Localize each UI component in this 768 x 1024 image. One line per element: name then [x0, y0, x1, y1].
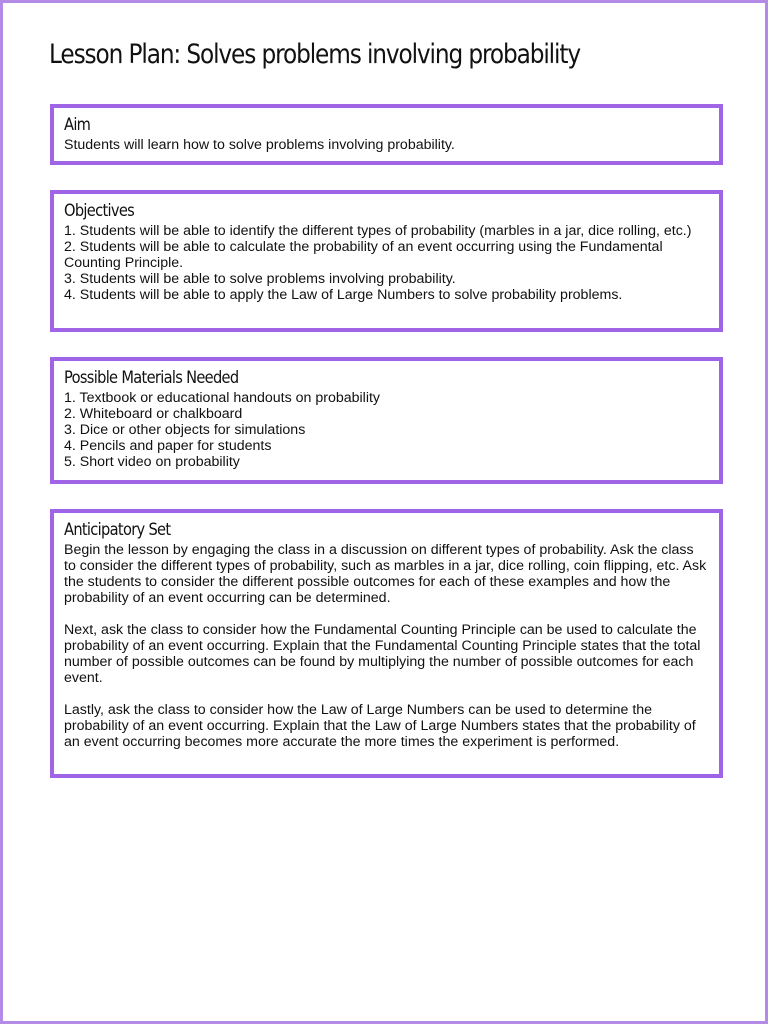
aim-section [50, 104, 723, 165]
anticipatory-set-heading: Anticipatory Set [64, 520, 171, 540]
objective-item: 1. Students will be able to identify the different types of probability (marbles in a jar, dice rolling, etc.) [64, 223, 692, 239]
page-title: Lesson Plan: Solves problems involving probability [49, 39, 580, 70]
material-item: 2. Whiteboard or chalkboard [64, 406, 243, 422]
objectives-heading: Objectives [64, 201, 135, 221]
anticipatory-paragraph: Begin the lesson by engaging the class in a discussion on different types of probability. Ask the class to consider the different types of probability, such as marbles in a jar, dice rolling, coin flipping, etc. Ask the students to consider the different possible outcomes for each of these examples and how the probability of an event occurring can be determined. [64, 542, 707, 606]
anticipatory-paragraph: Next, ask the class to consider how the Fundamental Counting Principle can be used to calculate the probability of an event occurring. Explain that the Fundamental Counting Principle states that the total number of possible outcomes can be found by multiplying the number of possible outcomes for each event. [64, 622, 701, 686]
materials-heading: Possible Materials Needed [64, 368, 239, 388]
aim-body [64, 137, 709, 153]
objectives-section [50, 190, 723, 332]
anticipatory-paragraph: Lastly, ask the class to consider how the Law of Large Numbers can be used to determine the probability of an event occurring. Explain that the Law of Large Numbers states that the probability of an event occurring becomes more accurate the more times the experiment is performed. [64, 702, 696, 750]
materials-section [50, 357, 723, 484]
material-item: 4. Pencils and paper for students [64, 438, 272, 454]
objectives-list [64, 223, 709, 303]
aim-text: Students will learn how to solve problems involving probability. [64, 137, 455, 153]
material-item: 1. Textbook or educational handouts on probability [64, 390, 381, 406]
anticipatory-set-body [64, 542, 709, 750]
objective-item: 3. Students will be able to solve problems involving probability. [64, 271, 456, 287]
materials-list [64, 390, 709, 470]
anticipatory-set-section [50, 509, 723, 778]
objective-item: 4. Students will be able to apply the Law of Large Numbers to solve probability problems. [64, 287, 623, 303]
material-item: 5. Short video on probability [64, 454, 240, 470]
objective-item: 2. Students will be able to calculate the probability of an event occurring using the Fundamental Counting Principle. [64, 239, 663, 271]
aim-heading: Aim [64, 115, 91, 135]
material-item: 3. Dice or other objects for simulations [64, 422, 306, 438]
